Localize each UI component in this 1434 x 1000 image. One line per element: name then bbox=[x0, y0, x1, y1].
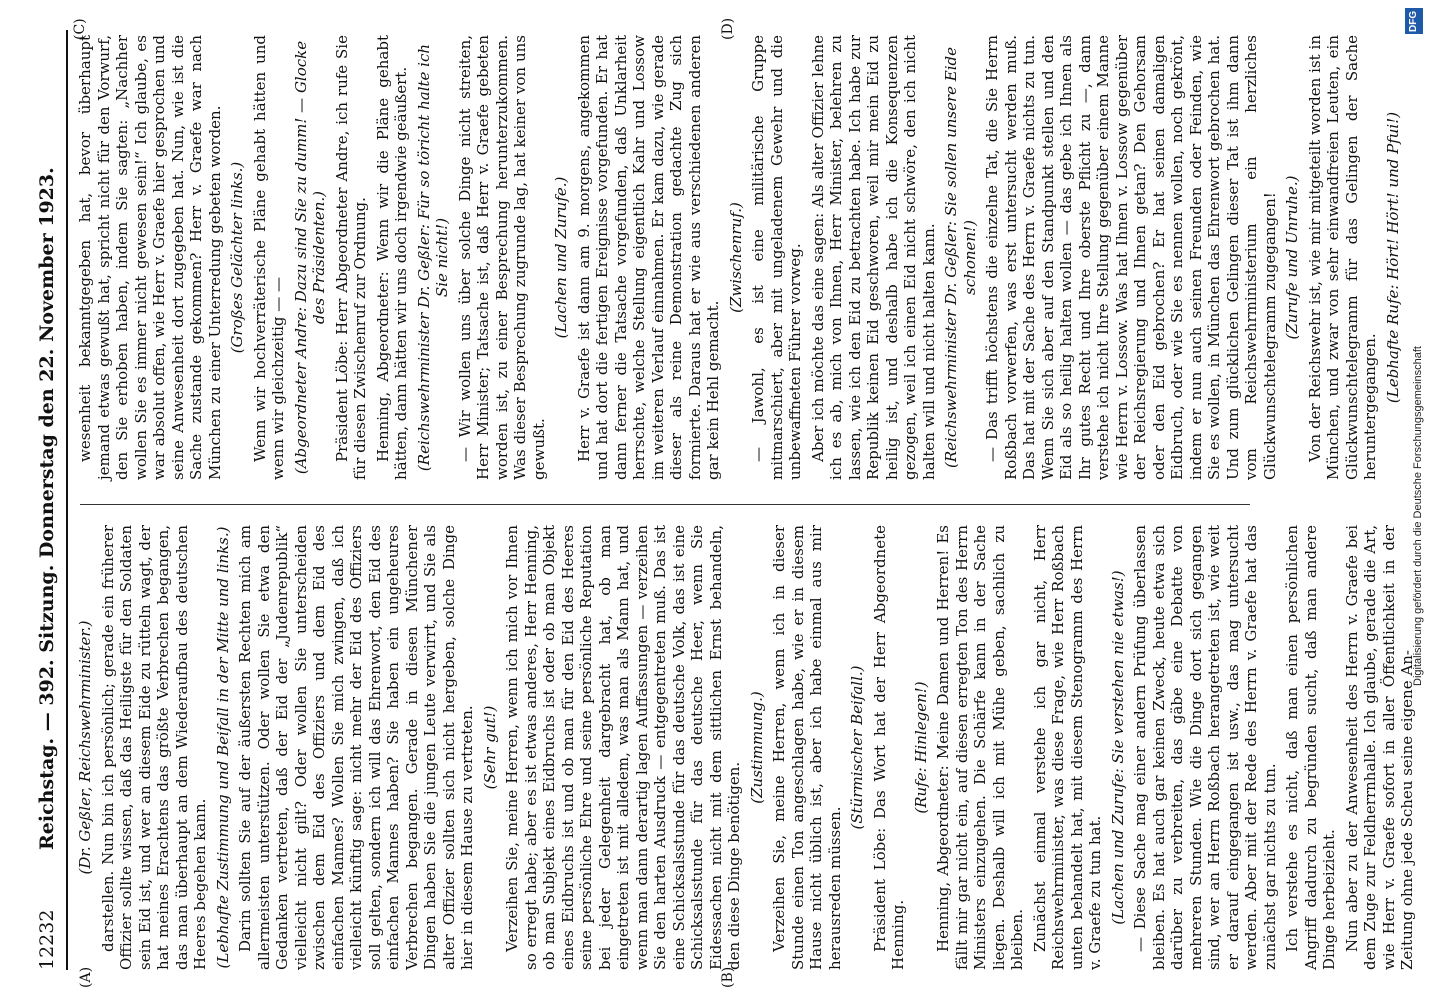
paragraph: Henning, Abgeordneter: Wenn wir die Pläne gehabt hätten, dann hätten wir uns doch irgendwie geäußert. bbox=[373, 35, 410, 480]
paragraph: Nun aber zu der Anwesenheit des Herrn v. Graefe bei dem Zuge zur Feldherrnhalle. Ich glaube, gerade die Art, wie Herr v. Graefe sofort in aller Öffentlichkeit in der Zeitung ohne jede Scheu seine eigene An- bbox=[1342, 525, 1416, 970]
paragraph: (Rufe: Hinlegen!) bbox=[911, 681, 930, 814]
paragraph: (Stürmischer Beifall.) bbox=[848, 665, 866, 830]
paragraph: — Das trifft höchstens die einzelne Tat, die Sie Herrn Roßbach vorwerfen, was erst untersucht werden muß. Das hat mit der Sache des Herrn v. Graefe nichts zu tun. Wenn Sie sich aber auf den Standpunkt stellen und den Eid als so heilig halten wollen — das gebe ich Ihnen als Ihr gutes Recht und Ihre oberste Pflicht zu —, dann verstehe ich nicht Ihre Stellung gegenüber einem Manne wie Herrn v. Lossow. Was hat Ihnen v. Lossow gegenüber der Reichsregierung und Ihnen getan? Den Gehorsam oder den Eid gebrochen? Er hat seinen damaligen Eidbruch, oder wie Sie es nennen wollen, noch gekrönt, indem er nun auch seinen Freunden oder Feinden, wie Sie es wollen, in München das Ehrenwort gebrochen hat. Und zum glücklichen Gelingen dieser Tat ist ihm dann vom Reichswehrministerium ein herzliches Glückwunschtelegramm zugegangen! bbox=[983, 35, 1279, 480]
paragraph: — Jawohl, es ist eine militärische Gruppe mitmarschiert, aber mit ungeladenem Gewehr und die unbewaffneten Führer vorweg. bbox=[749, 35, 804, 480]
paragraph: (Sehr gut!) bbox=[480, 705, 499, 790]
paragraph: Herr v. Graefe ist dann am 9. morgens, angekommen und hat dort die fertigen Ereignisse vorgefunden. Er hat dann ferner die Tatsache vorgefunden, daß Unklarheit herrschte, welche Stellung eigentlich Kahr und Lossow im weiteren Verlauf einnahmen. Er kam dazu, wie gerade dieser als reine Demonstration gedachte Zug sich formierte. Daraus hat er wie aus verschiedenen anderen gar kein Hehl gemacht. bbox=[574, 35, 722, 480]
margin-marker-c: (C) bbox=[72, 18, 88, 40]
paragraph: (Zustimmung.) bbox=[747, 691, 766, 804]
page-number: 12232 bbox=[36, 909, 58, 970]
paragraph: Darin sollten Sie auf der äußersten Rechten mich am allermeisten unterstützen. Oder wollen Sie etwa den Gedanken vertreten, daß der Eid der „Judenrepublik“ vielleicht nicht gilt? Oder wollen Sie unterscheiden zwischen dem Eid des Offiziers und dem Eid des einfachen Mannes? Wollen Sie mich zwingen, daß ich vielleicht künftig sage: nicht mehr der Eid des Offiziers soll gelten, sondern ich will das Ehrenwort, den Eid des einfachen Mannes haben? Sie haben ein ungeheures Verbrechen begangen. Gerade in diesen Münchener Dingen haben Sie die jungen Leute verwirrt, und Sie als alter Offizier sollten sich nicht hergeben, solche Dinge hier in diesem Hause zu vertreten. bbox=[236, 525, 476, 970]
paragraph: darstellen. Nun bin ich persönlich; gerade ein früherer Offizier sollte wissen, daß das Heiligste für den Soldaten sein Eid ist, und wer an diesem Eide zu rütteln wagt, der hat meines Erachtens das größte Verbrechen begangen, das man überhaupt an dem Wiederaufbau des deutschen Heeres begehen kann. bbox=[98, 525, 209, 970]
right-column bbox=[76, 35, 1402, 480]
paragraph: Henning, Abgeordneter: Meine Damen und Herren! Es fällt mir gar nicht ein, auf diesen erregten Ton des Herrn Ministers einzugehen. Die Schärfe kann in der Sache liegen. Deshalb will ich mit Mühe geben, sachlich zu bleiben. bbox=[934, 525, 1026, 970]
paragraph: Verzeihen Sie, meine Herren, wenn ich mich vor Ihnen so erregt habe; aber es ist etwas anderes, Herr Henning, ob man Subjekt eines Eidbruchs ist oder ob man Objekt eines Eidbruchs ist und ob man für den Eid des Heeres seine persönliche Ehre und seine persönliche Reputation bei jeder Gelegenheit dargebracht hat, ob man eingetreten ist mit alledem, was man als Mann hat, und wenn man dann derartig lagen Auffassungen — verzeihen Sie den harten Ausdruck — entgegentreten muß. Das ist eine Schicksalsstunde für das deutsche Volk, das ist eine Schicksalsstunde für das deutsche Heer, wenn Sie Eidessachen nicht mit dem sittlichen Ernst behandeln, den diese Dinge benötigen. bbox=[503, 525, 743, 970]
paragraph: wesenheit bekanntgegeben hat, bevor überhaupt jemand etwas gewußt hat, spricht nicht für den Vorwurf, den Sie erhoben haben, indem Sie sagten: „Nachher wollen Sie es immer nicht gewesen sein!“ Ich glaube, es war absolut offen, wie Herr v. Graefe hier gesprochen und seine Anwesenheit dort zugegeben hat. Nun, wie ist die Sache zustande gekommen? Herr v. Graefe war nach München zu einer Unterredung gebeten worden. bbox=[76, 35, 224, 480]
paragraph: (Dr. Geßler, Reichswehrminister.) bbox=[76, 620, 94, 875]
paragraph: (Zurufe und Unruhe.) bbox=[1283, 175, 1301, 340]
page-header bbox=[36, 20, 66, 970]
paragraph: (Lebhafte Rufe: Hört! Hört! und Pfui!) bbox=[1383, 111, 1402, 404]
paragraph: Präsident Löbe: Herr Abgeordneter Andre, ich rufe Sie für diesen Zwischenruf zur Ordnung. bbox=[332, 35, 369, 480]
paragraph: Präsident Löbe: Das Wort hat der Herr Abgeordnete Henning. bbox=[870, 525, 907, 970]
paragraph: — Wir wollen uns über solche Dinge nicht streiten, Herr Minister; Tatsache ist, daß Herr v. Graefe gebeten worden ist, zu einer Besprechung herunterzukommen. Was dieser Besprechung zugrunde lag, hat keiner von uns gewußt. bbox=[455, 35, 548, 480]
paragraph: (Reichswehrminister Dr. Geßler: Für so töricht halte ich Sie nicht!) bbox=[414, 43, 451, 472]
paragraph: (Reichswehrminister Dr. Geßler: Sie sollen unsere Eide schonen!) bbox=[942, 46, 979, 469]
paragraph: Zunächst einmal verstehe ich gar nicht, Herr Reichswehrminister, was diese Frage, wie Herr Roßbach unten behandelt hat, mit diesem Stenogramm des Herrn v. Graefe zu tun hat. bbox=[1030, 525, 1104, 970]
paragraph: Verzeihen Sie, meine Herren, wenn ich in dieser Stunde einen Ton angeschlagen habe, wie er in diesem Hause nicht üblich ist, aber ich habe einmal aus mir herausreden müssen. bbox=[770, 525, 844, 970]
paragraph: Aber ich möchte das eine sagen: Als alter Offizier lehne ich es ab, mich von Ihnen, Herr Minister, belehren zu lassen, wie ich den Eid zu betrachten habe. Ich habe zur Republik keinen Eid geschworen, weil mir mein Eid zu heilig ist, und deshalb habe ich die Konsequenzen gezogen, weil ich einen Eid nicht schwöre, den ich nicht halten will und nicht halten kann. bbox=[808, 35, 938, 480]
paragraph: Wenn wir hochverräterische Pläne gehabt hätten und wenn wir gleichzeitig — — bbox=[250, 35, 287, 480]
left-column bbox=[76, 525, 1416, 970]
paragraph: Von der Reichswehr ist, wie mir mitgeteilt worden ist in München, und zwar von sehr einwandfreien Leuten, ein Glückwunschtelegramm für das Gelingen der Sache heruntergegangen. bbox=[1305, 35, 1379, 480]
paragraph: (Großes Gelächter links.) bbox=[228, 161, 246, 354]
margin-marker-b: (B) bbox=[720, 966, 736, 988]
dfg-logo: DFG bbox=[1405, 8, 1423, 34]
paragraph: — Diese Sache mag einer andern Prüfung überlassen bleiben. Es hat auch gar keinen Zweck, heute etwa sich darüber zu verbreiten, das gäbe eine Debatte von mehreren Stunden. Wie die Dinge dort sich gegangen sind, wer an Herrn Roßbach herangetreten ist, wie weit er darauf eingegangen ist usw., das mag untersucht werden. Aber mit der Rede des Herrn v. Graefe hat das zunächst gar nichts zu tun. bbox=[1131, 525, 1279, 970]
page-title: Reichstag. — 392. Sitzung. Donnerstag den 22. November 1923. bbox=[36, 167, 58, 850]
column-divider bbox=[80, 504, 1250, 505]
paragraph: (Lachen und Zurufe.) bbox=[552, 176, 570, 339]
header-rule bbox=[66, 30, 68, 970]
paragraph: Ich verstehe es nicht, daß man einen persönlichen Angriff dadurch zu begründen sucht, daß man andere Dinge herbeizieht. bbox=[1283, 525, 1338, 970]
paragraph: (Abgeordneter Andre: Dazu sind Sie zu dumm! — Glocke des Präsidenten.) bbox=[291, 40, 328, 475]
funding-note: Digitalisierung gefördert durch die Deutsche Forschungsgemeinschaft bbox=[1412, 346, 1424, 686]
margin-marker-d: (D) bbox=[720, 17, 736, 40]
paragraph: (Zwischenruf.) bbox=[726, 202, 745, 313]
margin-marker-a: (A) bbox=[78, 966, 94, 988]
paragraph: (Lachen und Zurufe: Sie verstehen nie etwas!) bbox=[1108, 570, 1127, 925]
paragraph: (Lebhafte Zustimmung und Beifall in der Mitte und links.) bbox=[213, 526, 232, 969]
